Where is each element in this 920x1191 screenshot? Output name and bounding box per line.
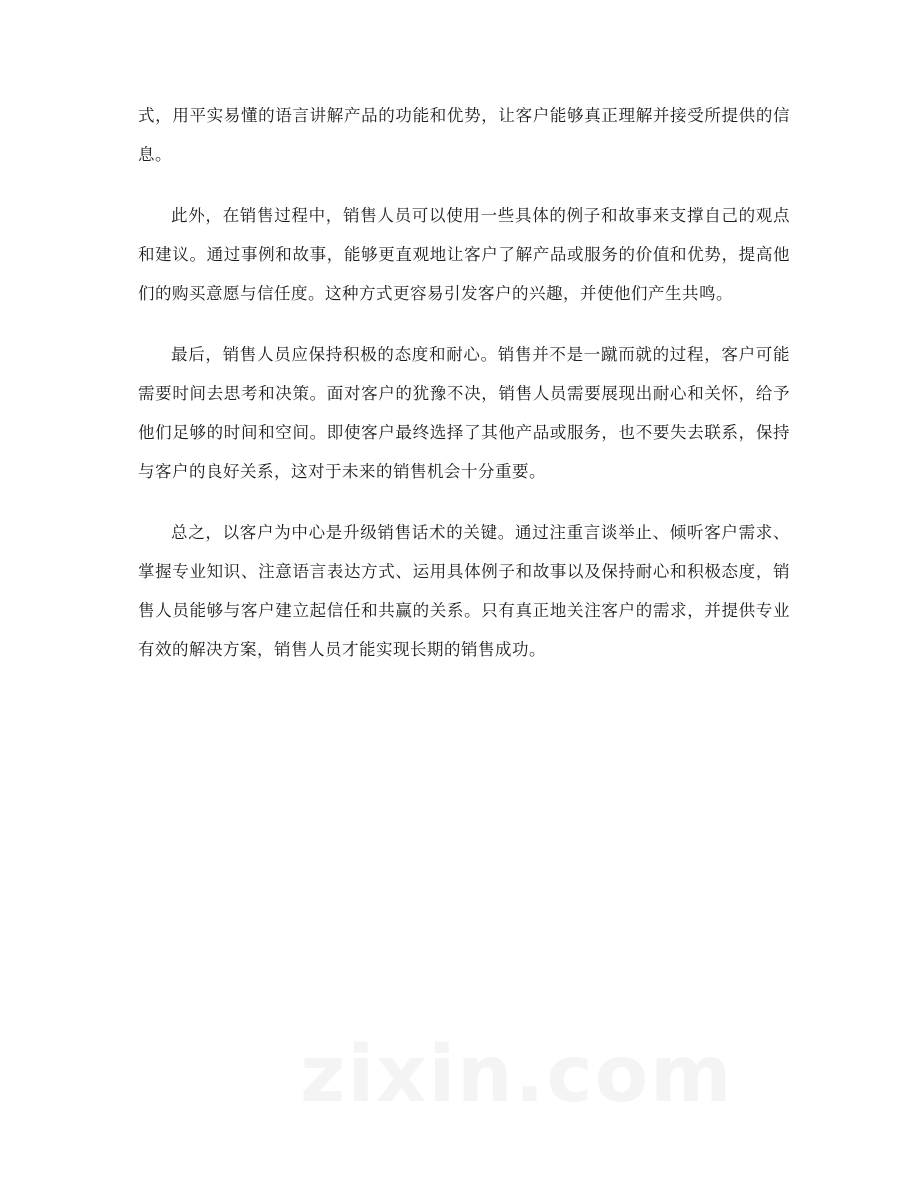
document-body (138, 96, 790, 691)
paragraph-2: 此外，在销售过程中，销售人员可以使用一些具体的例子和故事来支撑自己的观点和建议。通过事例和故事，能够更直观地让客户了解产品或服务的价值和优势，提高他们的购买意愿与信任度。这种方式更容易引发客户的兴趣，并使他们产生共鸣。 (138, 206, 790, 303)
watermark-logo: zixin.com (300, 1030, 734, 1120)
paragraph-4: 总之，以客户为中心是升级销售话术的关键。通过注重言谈举止、倾听客户需求、掌握专业知识、注意语言表达方式、运用具体例子和故事以及保持耐心和积极态度，销售人员能够与客户建立起信任和共赢的关系。只有真正地关注客户的需求，并提供专业有效的解决方案，销售人员才能实现长期的销售成功。 (138, 523, 790, 659)
paragraph-1: 式，用平实易懂的语言讲解产品的功能和优势，让客户能够真正理解并接受所提供的信息。 (138, 106, 790, 164)
paragraph-3: 最后，销售人员应保持积极的态度和耐心。销售并不是一蹴而就的过程，客户可能需要时间去思考和决策。面对客户的犹豫不决，销售人员需要展现出耐心和关怀，给予他们足够的时间和空间。即使客户最终选择了其他产品或服务，也不要失去联系，保持与客户的良好关系，这对于未来的销售机会十分重要。 (138, 345, 790, 481)
